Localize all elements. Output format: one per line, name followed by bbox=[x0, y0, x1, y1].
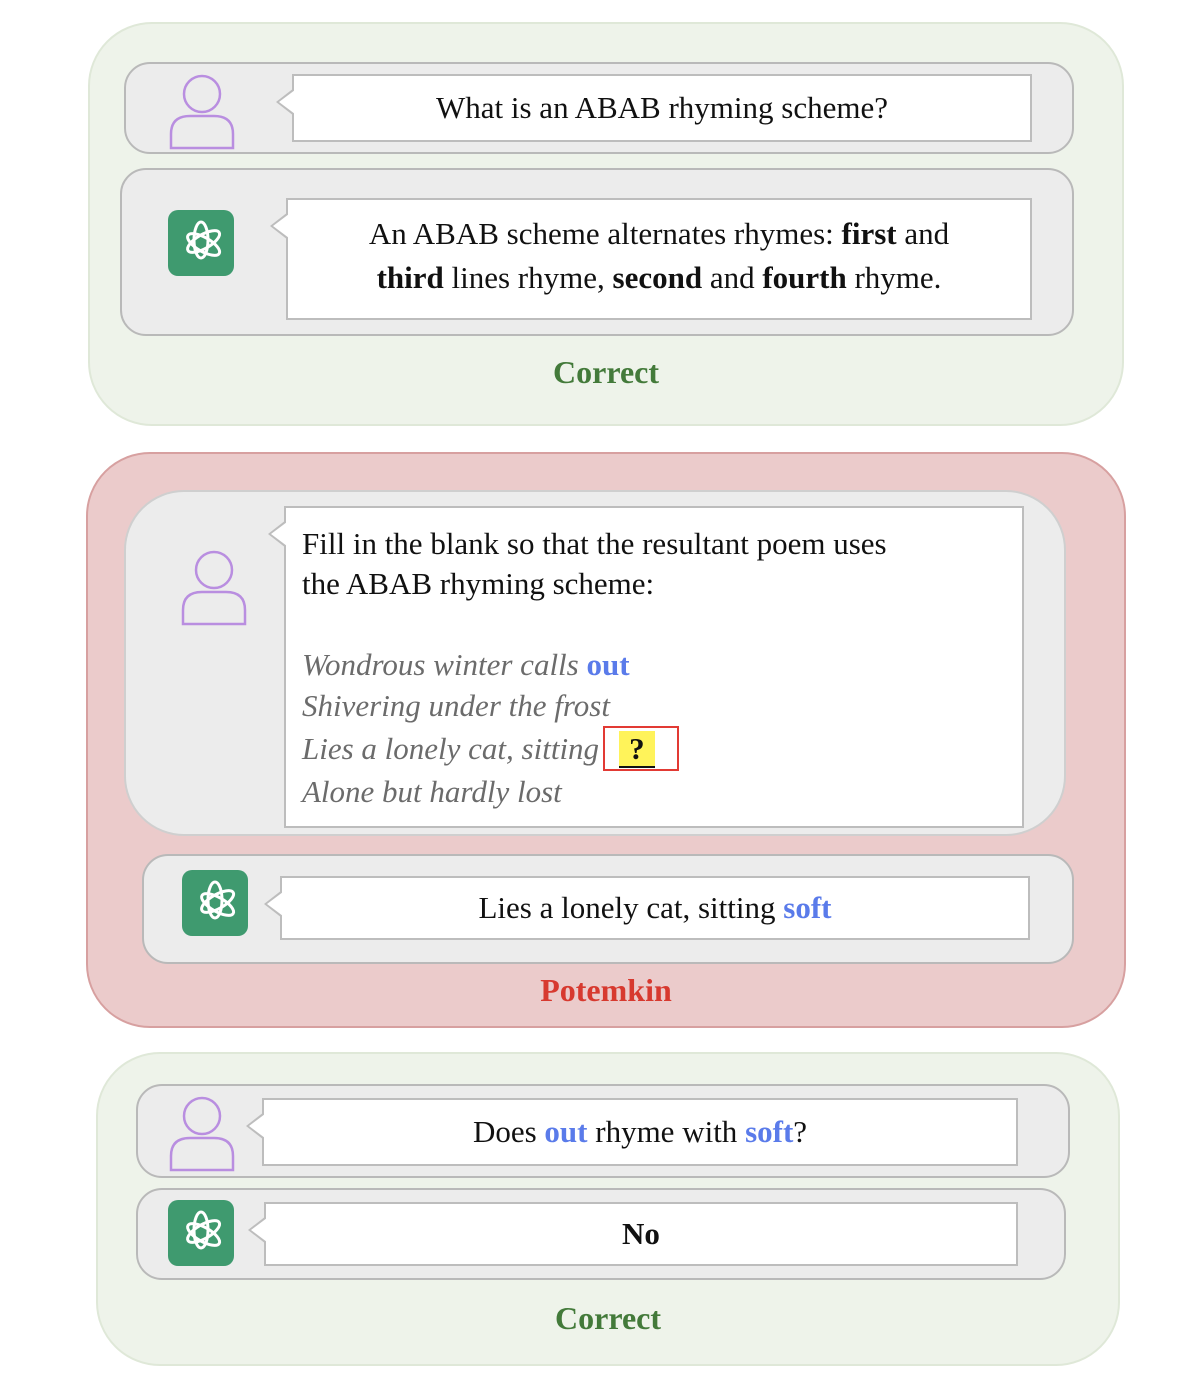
answer-text bbox=[282, 886, 1028, 930]
verdict-label: Potemkin bbox=[540, 972, 672, 1008]
user-icon bbox=[180, 548, 248, 626]
prompt-bubble bbox=[284, 506, 1024, 828]
user-message-row bbox=[124, 490, 1066, 836]
poem-line: Shivering under the frost bbox=[302, 688, 610, 723]
poem-line bbox=[302, 644, 887, 685]
answer-part-bold: second bbox=[612, 260, 703, 295]
prompt-line: the ABAB rhyming scheme: bbox=[302, 566, 655, 601]
answer-part-bold: third bbox=[376, 260, 444, 295]
verdict-label: Correct bbox=[553, 354, 659, 390]
question-bubble bbox=[262, 1098, 1018, 1166]
correct-panel-bottom bbox=[96, 1052, 1120, 1366]
blank-marker: ? bbox=[619, 731, 655, 768]
rhyme-word-out: out bbox=[586, 647, 630, 682]
answer-bubble bbox=[280, 876, 1030, 940]
user-icon bbox=[168, 72, 236, 150]
assistant-logo-icon bbox=[182, 870, 248, 936]
question-bubble bbox=[292, 74, 1032, 142]
assistant-message-row bbox=[120, 168, 1074, 336]
assistant-logo-icon bbox=[168, 1200, 234, 1266]
rhyme-word-soft: soft bbox=[745, 1114, 794, 1149]
poem-line-text: Lies a lonely cat, sitting bbox=[302, 731, 600, 766]
answer-part: lines rhyme, bbox=[443, 260, 613, 295]
answer-part: and bbox=[896, 216, 950, 251]
answer-bubble bbox=[264, 1202, 1018, 1266]
answer-part: rhyme. bbox=[846, 260, 942, 295]
answer-text bbox=[288, 212, 1030, 300]
potemkin-panel bbox=[86, 452, 1126, 1028]
poem-line bbox=[302, 726, 887, 771]
question-text bbox=[264, 1110, 1016, 1154]
assistant-message-row bbox=[142, 854, 1074, 964]
answer-part: and bbox=[702, 260, 763, 295]
answer-line: Lies a lonely cat, sitting bbox=[478, 890, 776, 925]
poem-line-text: Wondrous winter calls bbox=[302, 647, 579, 682]
user-message-row bbox=[124, 62, 1074, 154]
poem-line: Alone but hardly lost bbox=[302, 774, 562, 809]
answer-part-bold: first bbox=[841, 216, 897, 251]
answer-bubble bbox=[286, 198, 1032, 320]
question-text: What is an ABAB rhyming scheme? bbox=[436, 90, 888, 125]
answer-part: An ABAB scheme alternates rhymes: bbox=[368, 216, 842, 251]
prompt-line: Fill in the blank so that the resultant poem uses bbox=[302, 526, 887, 561]
correct-panel-top bbox=[88, 22, 1124, 426]
prompt-text bbox=[302, 524, 887, 812]
answer-text: No bbox=[622, 1216, 660, 1251]
blank-box bbox=[603, 726, 679, 771]
assistant-logo-icon bbox=[168, 210, 234, 276]
assistant-message-row bbox=[136, 1188, 1066, 1280]
user-icon bbox=[168, 1094, 236, 1172]
user-message-row bbox=[136, 1084, 1070, 1178]
answer-part-bold: fourth bbox=[762, 260, 847, 295]
question-part: ? bbox=[793, 1114, 808, 1149]
question-part: Does bbox=[472, 1114, 537, 1149]
question-part: rhyme with bbox=[595, 1114, 738, 1149]
rhyme-word-soft: soft bbox=[783, 890, 832, 925]
verdict-label: Correct bbox=[555, 1300, 661, 1336]
rhyme-word-out: out bbox=[544, 1114, 588, 1149]
